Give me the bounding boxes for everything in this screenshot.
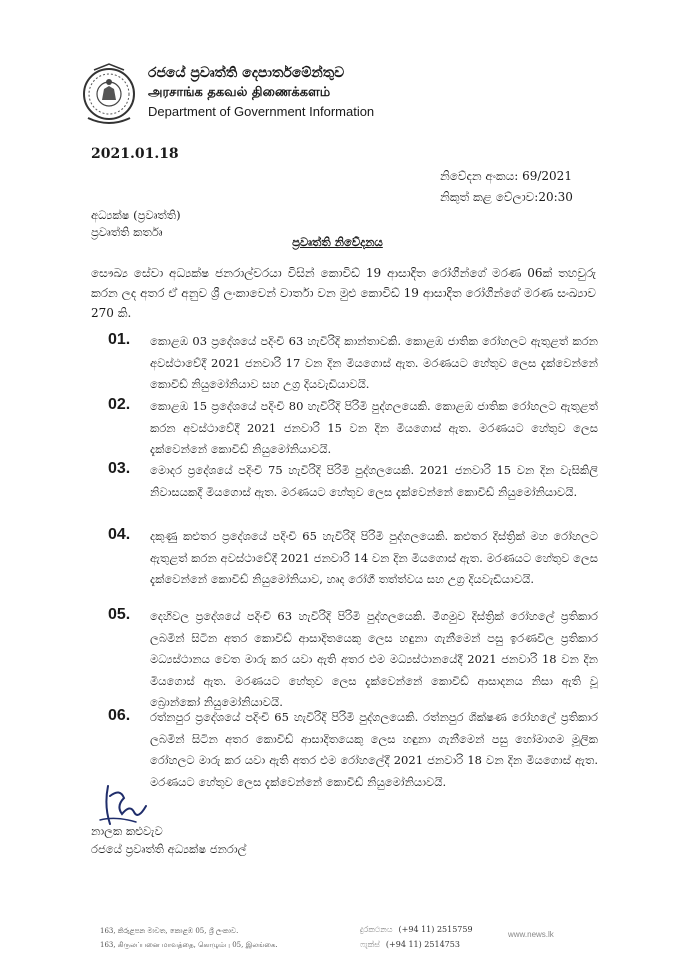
release-info (440, 166, 573, 208)
list-item (108, 707, 608, 793)
item-text: කොළඹ 15 ප්‍රදේශයේ පදිංචි 80 හැවිරිදි පිරිමි පුද්ගලයෙකි. කොළඹ ජාතික රෝහලට ඇතුළත් කරන අවස්ථාවේදී 2021 ජනවාරි 15 වන දින මියගොස් ඇත. මරණයට හේතුව ලෙස දැක්වෙන්නේ කොවිඩ් නියුමෝනියාවයි. (150, 399, 598, 456)
heading-text: ප්‍රවෘත්ති නිවේදනය (292, 235, 383, 249)
item-number: 06. (108, 707, 131, 724)
document-date: 2021.01.18 (91, 146, 179, 162)
dept-name-tamil: அரசாங்க தகவல் திணைக்களம் (148, 85, 331, 100)
list-item (108, 460, 608, 503)
footer-address (100, 924, 278, 952)
sri-lanka-emblem-icon (80, 62, 138, 132)
item-number: 03. (108, 460, 131, 477)
addressee-line-2: ප්‍රවෘත්ති කර්තෘ (91, 225, 163, 239)
dept-name-english: Department of Government Information (148, 104, 375, 119)
list-item (108, 396, 608, 461)
footer-contacts (360, 922, 473, 952)
intro-paragraph: සෞඛ්‍ය සේවා අධ්‍යක්ෂ ජනරාල්වරයා විසින් කොවිඩ් 19 ආසාදිත රෝගීන්ගේ මරණ 06ක් තහවුරු කරන ලද අතර ඒ අනුව ශ්‍රී ලංකාවෙන් වාර්තා වන මුළු කොවිඩ් 19 ආසාදිත රෝගීන්ගේ මරණ සංඛ්‍යාව 270 කි. (91, 266, 596, 320)
item-number: 01. (108, 331, 131, 348)
item-text: මොදර ප්‍රදේශයේ පදිංචි 75 හැවිරිදි පිරිමි පුද්ගලයෙකි. 2021 ජනවාරි 15 වන දින වැසිකිලි නිවාසයකදී මියගොස් ඇත. මරණයට හේතුව ලෙස දැක්වෙන්නේ කොවිඩ් නියුමෝනියාවයි. (150, 463, 598, 499)
release-number: නිවේදන අංකය: 69/2021 (440, 169, 572, 183)
letterhead (148, 64, 374, 121)
address-tamil: 163, கிருலப்பனை மாவத்தை, கொழும்பு 05, இலங்கை. (100, 941, 278, 949)
list-item (108, 526, 608, 591)
item-text: දකුණු කළුතර ප්‍රදේශයේ පදිංචි 65 හැවිරිදි පිරිමි පුද්ගලයෙකි. කළුතර දිස්ත්‍රික් මහ රෝහලට ඇතුළත් කරන අවස්ථාවේදී 2021 ජනවාරි 14 වන දින මියගොස් ඇත. මරණයට හේතුව ලෙස දැක්වෙන්නේ කොවිඩ් නියුමෝනියාව, හෘද රෝගී තත්ත්වය සහ උග්‍ර දියවැඩියාවයි. (150, 529, 598, 586)
item-text: දෙහිවල ප්‍රදේශයේ පදිංචි 63 හැවිරිදි පිරිමි පුද්ගලයෙකි. මීගමුව දිස්ත්‍රික් රෝහලේ ප්‍රතිකාර ලබමින් සිටින අතර කොවිඩ් ආසාදිතයෙකු ලෙස හඳුනා ගැනීමෙන් පසු ඉරණවිල ප්‍රතිකාර මධ්‍යස්ථානය වෙත මාරු කර යවා ඇති අතර එම මධ්‍යස්ථානයේදී 2021 ජනවාරි 18 වන දින මියගොස් ඇත. මරණයට හේතුව ලෙස දැක්වෙන්නේ කොවිඩ් ආසාදනය නිසා ඇති වූ බ්‍රොන්කෝ නියුමෝනියාවයි. (150, 609, 598, 709)
phone-label: දුරකථනය (360, 925, 393, 934)
footer-website: www.news.lk (508, 930, 554, 939)
addressee-line-1: අධ්‍යක්ෂ (ප්‍රවෘත්ති) (91, 208, 181, 222)
release-time: නිකුත් කළ වේලාව:20:30 (440, 190, 573, 204)
phone-number: (+94 11) 2515759 (398, 925, 473, 934)
fax-label: ෆැක්ස් (360, 940, 380, 949)
item-number: 05. (108, 606, 131, 623)
list-item (108, 606, 608, 714)
list-item (108, 331, 608, 396)
address-sinhala: 163, කිරුළපන මාවත, කොළඹ 05, ශ්‍රී ලංකාව. (100, 927, 239, 935)
signer-block (91, 822, 246, 858)
document-heading (0, 235, 675, 250)
fax-number: (+94 11) 2514753 (385, 940, 460, 949)
item-number: 02. (108, 396, 131, 413)
item-number: 04. (108, 526, 131, 543)
item-text: කොළඹ 03 ප්‍රදේශයේ පදිංචි 63 හැවිරිදි කාන්තාවකි. කොළඹ ජාතික රෝහලට ඇතුළත් කරන අවස්ථාවේදී 2021 ජනවාරි 17 වන දින මියගොස් ඇත. මරණයට හේතුව ලෙස දැක්වෙන්නේ කොවිඩ් නියුමෝනියාව සහ උග්‍ර දියවැඩියාවයි. (150, 334, 598, 391)
dept-name-sinhala: රජයේ ප්‍රවෘත්ති දෙපාර්තමේන්තුව (148, 65, 345, 81)
signer-title: රජයේ ප්‍රවෘත්ති අධ්‍යක්ෂ ජනරාල් (91, 842, 247, 856)
signer-name: නාලක කළුවැව (91, 824, 163, 838)
item-text: රත්නපුර ප්‍රදේශයේ පදිංචි 65 හැවිරිදි පිරිමි පුද්ගලයෙකි. රත්නපුර ශික්ෂණ රෝහලේ ප්‍රතිකාර ලබමින් සිටින අතර කොවිඩ් ආසාදිතයෙකු ලෙස හඳුනා ගැනීමෙන් පසු හෝමාගම මූලික රෝහලට මාරු කර යවා ඇති අතර එම රෝහලේදී 2021 ජනවාරි 18 වන දින මියගොස් ඇත. මරණයට හේතුව ලෙස දැක්වෙන්නේ කොවිඩ් නියුමෝනියාවයි. (150, 710, 598, 789)
